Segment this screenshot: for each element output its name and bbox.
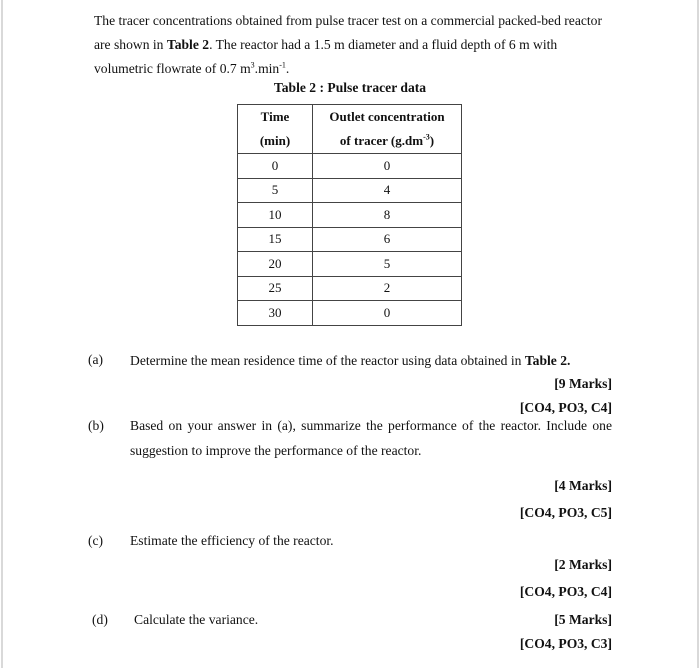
concentration-cell: 8 [313, 203, 462, 228]
concentration-cell: 2 [313, 276, 462, 301]
question-c-text: Estimate the efficiency of the reactor. [130, 533, 334, 548]
question-b-label: (b) [88, 418, 104, 433]
question-d-outcomes: [CO4, PO3, C3] [519, 636, 612, 651]
table-row [238, 227, 462, 252]
question-a-label: (a) [88, 352, 104, 367]
question-c-label: (c) [88, 533, 104, 548]
table-header-row [238, 105, 462, 154]
time-cell: 20 [238, 252, 313, 277]
table-row [238, 203, 462, 228]
question-a-text: Determine the mean residence time of the reactor using data obtained in Table 2. [130, 353, 571, 368]
page-right-border [697, 0, 699, 668]
time-cell: 10 [238, 203, 313, 228]
question-b-marks: [4 Marks] [554, 478, 612, 493]
table-row [238, 301, 462, 326]
question-d-text: Calculate the variance. [134, 612, 259, 627]
time-cell: 25 [238, 276, 313, 301]
time-cell: 0 [238, 154, 313, 179]
question-a-outcomes: [CO4, PO3, C4] [519, 400, 612, 415]
table-row [238, 276, 462, 301]
table-row [238, 154, 462, 179]
header-concentration: Outlet concentration of tracer $(g.dm^{-3})$ [313, 105, 462, 154]
intro-line-3: volumetric flowrate of 0.7 $m^3.\min^{-1}$. [94, 60, 290, 76]
question-c-marks: [2 Marks] [554, 557, 612, 572]
header-time: Time (min) [238, 105, 313, 154]
concentration-cell: 4 [313, 178, 462, 203]
intro-line-1: The tracer concentrations obtained from pulse tracer test on a commercial packed-bed reactor [94, 13, 603, 28]
intro-line-2: are shown in Table 2. The reactor had a 1.5 m diameter and a fluid depth of 6 m with [94, 37, 558, 52]
table-row [238, 252, 462, 277]
concentration-cell: 0 [313, 301, 462, 326]
concentration-cell: 0 [313, 154, 462, 179]
time-cell: 15 [238, 227, 313, 252]
page-left-border [1, 0, 3, 668]
question-b-text: Based on your answer in (a), summarize the performance of the reactor. Include one suggestion to improve the performance of the reactor. [130, 418, 612, 458]
intro-paragraph [94, 9, 612, 81]
table-caption: Table 2 : Pulse tracer data [273, 80, 427, 95]
pulse-tracer-table [237, 104, 462, 326]
time-cell: 30 [238, 301, 313, 326]
question-a-marks: [9 Marks] [554, 376, 612, 391]
table-reference: Table 2 [166, 37, 210, 52]
question-c-outcomes: [CO4, PO3, C4] [519, 584, 612, 599]
question-d-label: (d) [92, 612, 108, 627]
concentration-cell: 5 [313, 252, 462, 277]
question-d-marks: [5 Marks] [554, 612, 612, 627]
table-row [238, 178, 462, 203]
concentration-cell: 6 [313, 227, 462, 252]
question-b-outcomes: [CO4, PO3, C5] [519, 505, 612, 520]
time-cell: 5 [238, 178, 313, 203]
